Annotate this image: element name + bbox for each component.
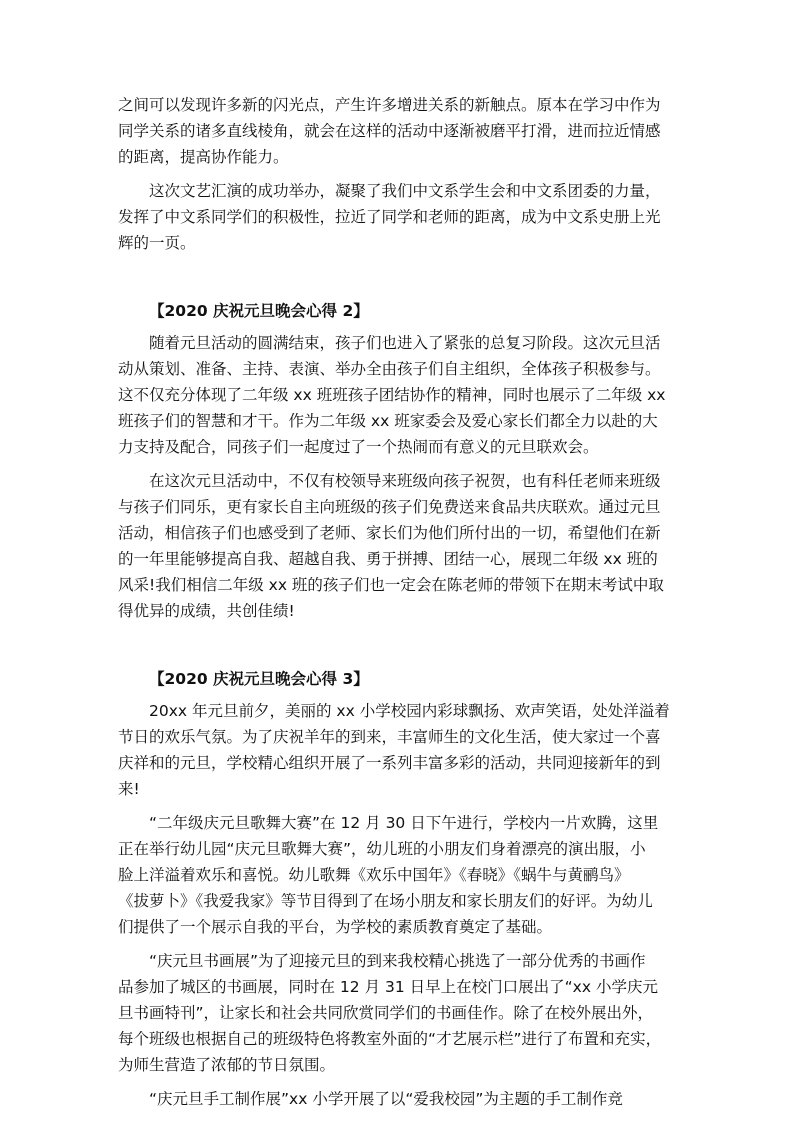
text-line: 力支持及配合，同孩子们一起度过了一个热闹而有意义的元旦联欢会。 (118, 438, 599, 456)
heading-bracket: 【 (149, 670, 165, 688)
heading-text: 庆祝元旦晚会心得 (207, 302, 343, 320)
text-line: 这不仅充分体现了二年级 xx 班班孩子团结协作的精神，同时也展示了二年级 xx (118, 386, 666, 404)
text-line: 的一年里能够提高自我、超越自我、勇于拼搏、团结一心，展现二年级 xx 班的 (118, 550, 658, 568)
text-line: 每个班级也根据自己的班级特色将教室外面的“才艺展示栏”进行了布置和充实， (118, 1030, 662, 1048)
section-3-heading (118, 666, 676, 692)
text-line: 得优异的成绩，共创佳绩! (118, 602, 295, 620)
heading-bracket: 【 (149, 302, 165, 320)
text-line: 庆祥和的元旦，学校精心组织开展了一系列丰富多彩的活动，共同迎接新年的到 (118, 754, 661, 772)
section-3-paragraph-4 (118, 1086, 676, 1112)
section-3-paragraph-3 (118, 948, 676, 1078)
text-line: “二年级庆元旦歌舞大赛”在 12 月 30 日下午进行，学校内一片欢腾，这里 (149, 814, 659, 832)
text-line: 品参加了城区的书画展，同时在 12 月 31 日早上在校门口展出了“xx 小学庆元 (118, 978, 658, 996)
text-line: 节日的欢乐气氛。为了庆祝羊年的到来，丰富师生的文化生活，使大家过一个喜 (118, 728, 661, 746)
heading-bracket: 】 (353, 302, 369, 320)
text-line: 之间可以发现许多新的闪光点，产生许多增进关系的新触点。原本在学习中作为 (118, 96, 661, 114)
text-line: 风采!我们相信二年级 xx 班的孩子们也一定会在陈老师的带领下在期末考试中取 (118, 576, 664, 594)
text-line: 们提供了一个展示自我的平台，为学校的素质教育奠定了基础。 (118, 918, 553, 936)
text-line: 动从策划、准备、主持、表演、举办全由孩子们自主组织，全体孩子积极参与。 (118, 360, 661, 378)
text-line: 活动，相信孩子们也感受到了老师、家长们为他们所付出的一切，希望他们在新 (118, 524, 661, 542)
heading-year: 2020 (164, 302, 208, 320)
section-2-paragraph-2 (118, 468, 676, 624)
text-line: 与孩子们同乐，更有家长自主向班级的孩子们免费送来食品共庆联欢。通过元旦 (118, 498, 661, 516)
text-line: 随着元旦活动的圆满结束，孩子们也进入了紧张的总复习阶段。这次元旦活 (149, 334, 661, 352)
text-line: 辉的一页。 (118, 234, 196, 252)
heading-number: 2 (342, 302, 354, 320)
section-2-heading (118, 298, 676, 324)
heading-bracket: 】 (353, 670, 369, 688)
text-line: 的距离，提高协作能力。 (118, 148, 289, 166)
text-line: 20xx 年元旦前夕，美丽的 xx 小学校园内彩球飘扬、欢声笑语，处处洋溢着 (149, 702, 670, 720)
text-line: 《拔萝卜》《我爱我家》等节目得到了在场小朋友和家长朋友们的好评。为幼儿 (118, 892, 653, 910)
text-line: “庆元旦书画展”为了迎接元旦的到来我校精心挑选了一部分优秀的书画作 (149, 952, 646, 970)
text-line: 班孩子们的智慧和才干。作为二年级 xx 班家委会及爱心家长们都全力以赴的大 (118, 412, 658, 430)
section-2-paragraph-1 (118, 330, 676, 460)
section-3-paragraph-1 (118, 698, 676, 802)
text-line: 为师生营造了浓郁的节日氛围。 (118, 1056, 336, 1074)
text-line: 这次文艺汇演的成功举办，凝聚了我们中文系学生会和中文系团委的力量， (149, 182, 661, 200)
text-line: 旦书画特刊”，让家长和社会共同欣赏同学们的书画佳作。除了在校外展出外， (118, 1004, 654, 1022)
heading-year: 2020 (164, 670, 208, 688)
heading-text: 庆祝元旦晚会心得 (207, 670, 343, 688)
text-line: 同学关系的诸多直线棱角，就会在这样的活动中逐渐被磨平打滑，进而拉近情感 (118, 122, 661, 140)
intro-paragraph-2 (118, 178, 676, 256)
text-line: “庆元旦手工制作展”xx 小学开展了以“爱我校园”为主题的手工制作竞 (149, 1090, 623, 1108)
text-line: 脸上洋溢着欢乐和喜悦。幼儿歌舞《欢乐中国年》《春晓》《蜗牛与黄鹂鸟》 (118, 866, 630, 884)
text-line: 在这次元旦活动中，不仅有校领导来班级向孩子祝贺，也有科任老师来班级 (149, 472, 661, 490)
text-line: 来! (118, 780, 140, 798)
text-line: 正在举行幼儿园“庆元旦歌舞大赛”，幼儿班的小朋友们身着漂亮的演出服，小 (118, 840, 646, 858)
text-line: 发挥了中文系同学们的积极性，拉近了同学和老师的距离，成为中文系史册上光 (118, 208, 661, 226)
heading-number: 3 (342, 670, 354, 688)
intro-paragraph-1 (118, 92, 676, 170)
section-3-paragraph-2 (118, 810, 676, 940)
